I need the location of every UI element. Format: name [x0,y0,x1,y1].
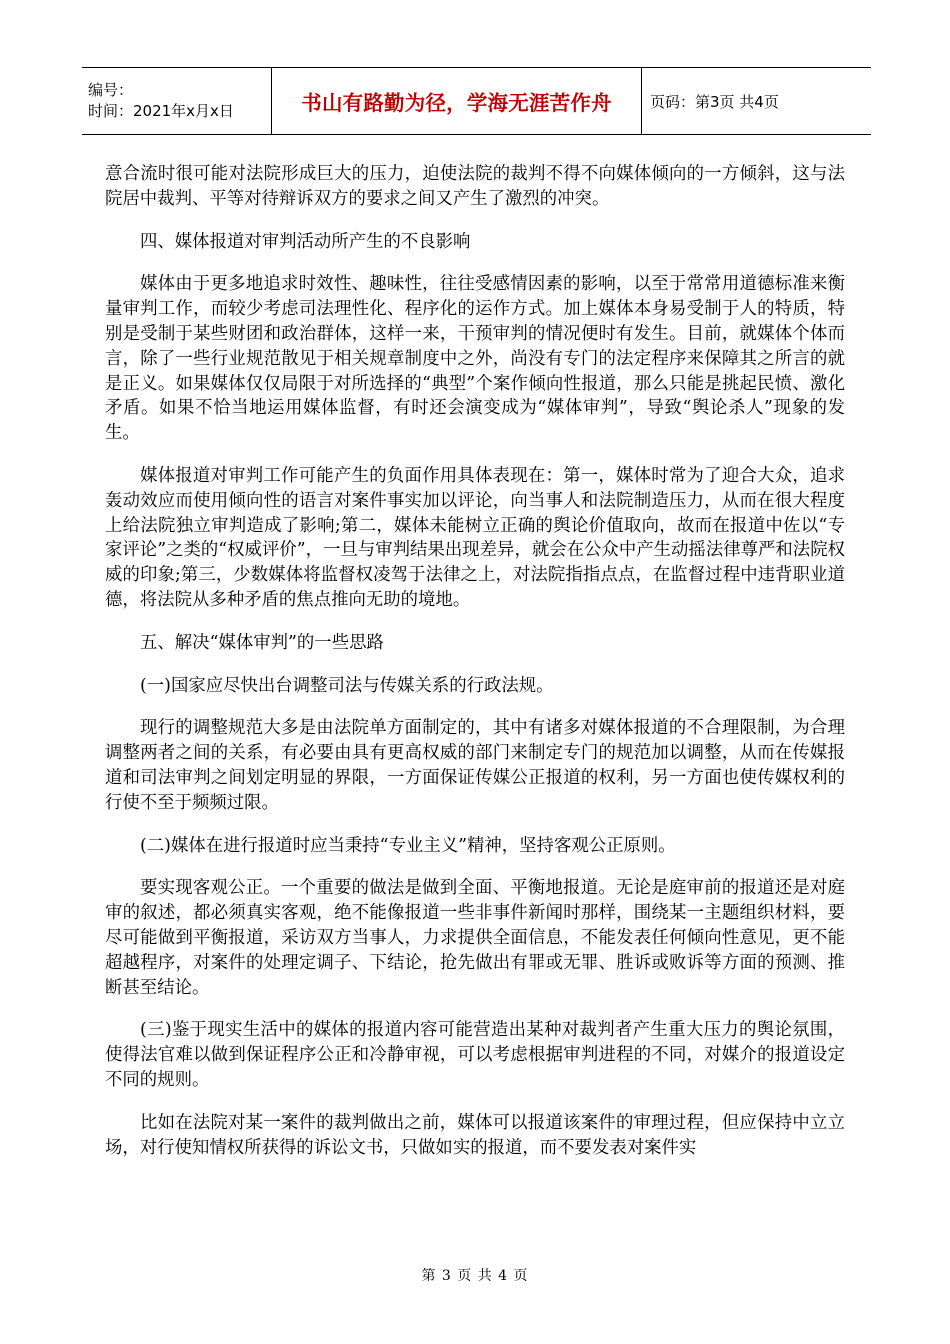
subsection-heading-3: (三)鉴于现实生活中的媒体的报道内容可能营造出某种对裁判者产生重大压力的舆论氛围，使得法官难以做到保证程序公正和冷静审视，可以考虑根据审判进程的不同，对媒介的报道设定不同的规则。 [105,1020,845,1090]
paragraph-continued: 意合流时很可能对法院形成巨大的压力，迫使法院的裁判不得不向媒体倾向的一方倾斜，这与法院居中裁判、平等对待辩诉双方的要求之间又产生了激烈的冲突。 [105,164,845,209]
document-number: 编号： [88,81,134,99]
page-header [82,67,871,135]
page-footer: 第 3 页 共 4 页 [421,1268,529,1284]
subsection-heading-2: (二)媒体在进行报道时应当秉持“专业主义”精神，坚持客观公正原则。 [140,835,676,856]
paragraph: 现行的调整规范大多是由法院单方面制定的，其中有诸多对媒体报道的不合理限制，为合理调整两者之间的关系，有必要由具有更高权威的部门来制定专门的规范加以调整，从而在传媒报道和司法审判之间划定明显的界限，一方面保证传媒公正报道的权利，另一方面也使传媒权利的行使不至于频频过限。 [105,718,845,813]
paragraph: 媒体报道对审判工作可能产生的负面作用具体表现在：第一，媒体时常为了迎合大众，追求轰动效应而使用倾向性的语言对案件事实加以评论，向当事人和法院制造压力，从而在很大程度上给法院独立审判造成了影响;第二，媒体未能树立正确的舆论价值取向，故而在报道中佐以“专家评论”之类的“权威评价”，一旦与审判结果出现差异，就会在公众中产生动摇法律尊严和法院权威的印象;第三，少数媒体将监督权凌驾于法律之上，对法院指指点点，在监督过程中违背职业道德，将法院从多种矛盾的焦点推向无助的境地。 [105,465,845,610]
paragraph: 比如在法院对某一案件的裁判做出之前，媒体可以报道该案件的审理过程，但应保持中立立场，对行使知情权所获得的诉讼文书，只做如实的报道，而不要发表对案件实 [105,1112,845,1158]
header-meta [82,68,272,134]
document-body [105,162,845,1178]
document-date: 时间：2021年x月x日 [88,102,234,120]
subsection-heading-1: (一)国家应尽快出台调整司法与传媒关系的行政法规。 [140,675,554,696]
section-heading-5: 五、解决“媒体审判”的一些思路 [140,632,384,653]
paragraph: 媒体由于更多地追求时效性、趣味性，往往受感情因素的影响，以至于常常用道德标准来衡量审判工作，而较少考虑司法理性化、程序化的运作方式。加上媒体本身易受制于人的特质，特别是受制于某些财团和政治群体，这样一来，干预审判的情况便时有发生。目前，就媒体个体而言，除了一些行业规范散见于相关规章制度中之外，尚没有专门的法定程序来保障其之所言的就是正义。如果媒体仅仅局限于对所选择的“典型”个案作倾向性报道，那么只能是挑起民愤、激化矛盾。如果不恰当地运用媒体监督，有时还会演变成为“媒体审判”，导致“舆论杀人”现象的发生。 [105,274,845,444]
header-motto: 书山有路勤为径，学海无涯苦作舟 [272,68,642,134]
section-heading-4: 四、媒体报道对审判活动所产生的不良影响 [140,231,471,252]
header-page-info: 页码：第3页 共4页 [650,92,779,111]
paragraph: 要实现客观公正。一个重要的做法是做到全面、平衡地报道。无论是庭审前的报道还是对庭审的叙述，都必须真实客观，绝不能像报道一些非事件新闻时那样，围绕某一主题组织材料，要尽可能做到平衡报道，采访双方当事人，力求提供全面信息，不能发表任何倾向性意见，更不能超越程序，对案件的处理定调子、下结论，抢先做出有罪或无罪、胜诉或败诉等方面的预测、推断甚至结论。 [105,878,845,998]
